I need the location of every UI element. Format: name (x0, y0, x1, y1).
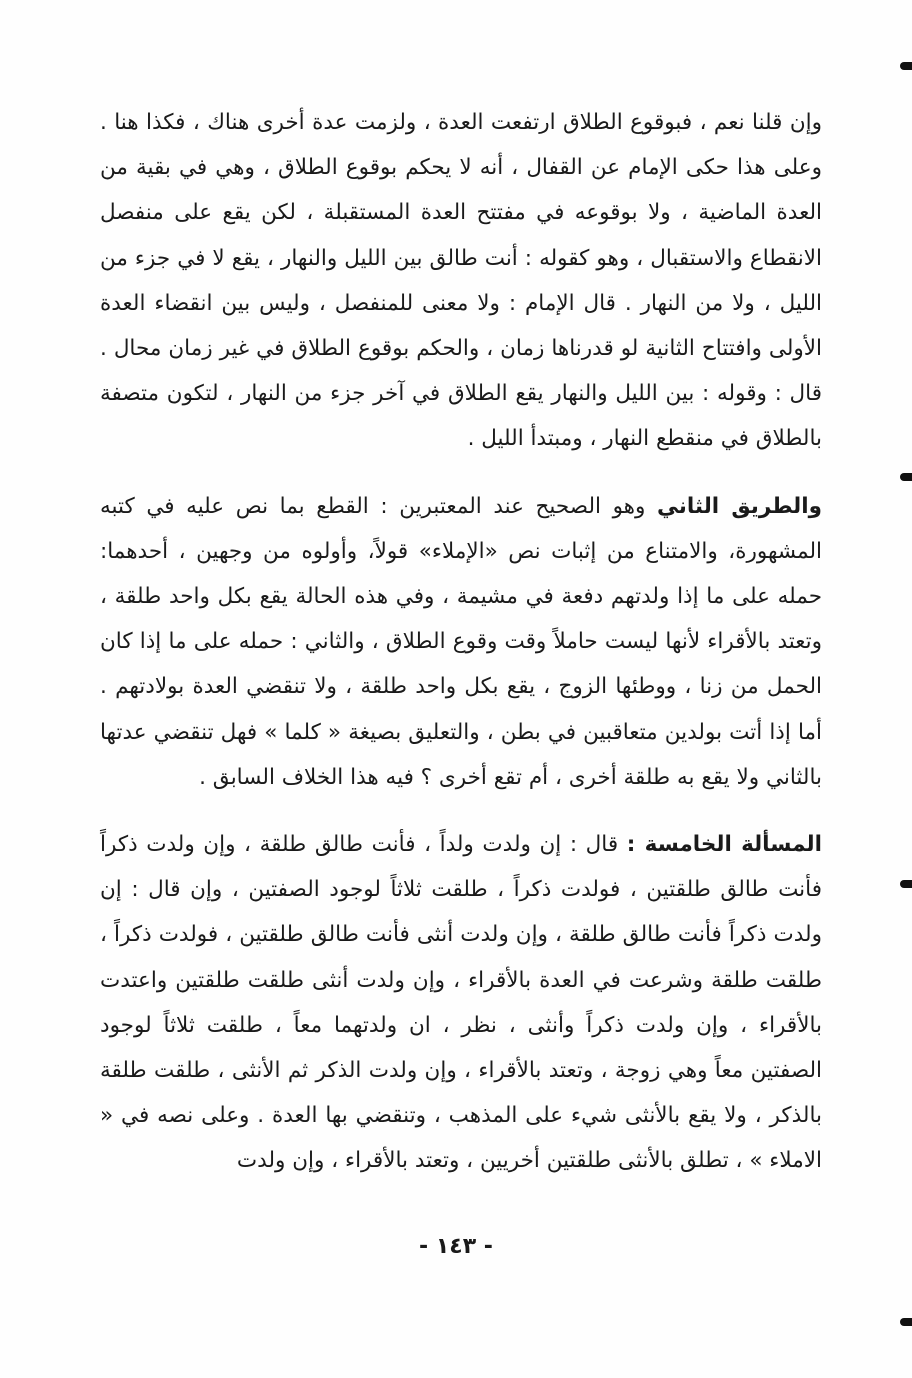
margin-mark (900, 62, 912, 70)
margin-mark (900, 1318, 912, 1326)
page-body (100, 100, 822, 1184)
margin-mark (900, 473, 912, 481)
paragraph-text: قال : إن ولدت ولداً ، فأنت طالق طلقة ، وإن ولدت ذكراً فأنت طالق طلقتين ، فولدت ذكراً ، طلقت ثلاثاً لوجود الصفتين ، وإن قال : إن ولدت ذكراً فأنت طالق طلقة ، وإن ولدت أنثى فأنت طالق طلقتين ، فولدت ذكراً ، طلقت طلقة وشرعت في العدة بالأقراء ، وإن ولدت أنثى طلقت طلقتين واعتدت بالأقراء ، وإن ولدت ذكراً وأنثى ، نظر ، ان ولدتهما معاً ، طلقت ثلاثاً لوجود الصفتين معاً وهي زوجة ، وتعتد بالأقراء ، وإن ولدت الذكر ثم الأنثى ، طلقت طلقة بالذكر ، ولا يقع بالأنثى شيء على المذهب ، وتنقضي بها العدة . وعلى نصه في « الاملاء » ، تطلق بالأنثى طلقتين أخريين ، وتعتد بالأقراء ، وإن ولدت (100, 832, 822, 1174)
paragraph (100, 822, 822, 1184)
paragraph-text: وإن قلنا نعم ، فبوقوع الطلاق ارتفعت العدة ، ولزمت عدة أخرى هناك ، فكذا هنا . وعلى هذا حكى الإمام عن القفال ، أنه لا يحكم بوقوع الطلاق ، وهي في بقية من العدة الماضية ، ولا بوقوعه في مفتتح العدة المستقبلة ، لكن يقع على منفصل الانقطاع والاستقبال ، وهو كقوله : أنت طالق بين الليل والنهار ، يقع لا في جزء من الليل ، ولا من النهار . قال الإمام : ولا معنى للمنفصل ، وليس بين انقضاء العدة الأولى وافتتاح الثانية لو قدرناها زمان ، والحكم بوقوع الطلاق في غير زمان محال . قال : وقوله : بين الليل والنهار يقع الطلاق في آخر جزء من النهار ، لتكون متصفة بالطلاق في منقطع النهار ، ومبتدأ الليل . (100, 110, 822, 452)
paragraph-lead: المسألة الخامسة : (626, 832, 822, 858)
paragraph (100, 100, 822, 462)
margin-mark (900, 880, 912, 888)
paragraph (100, 484, 822, 800)
paragraph-lead: والطريق الثاني (657, 493, 822, 519)
page-number: - ١٤٣ - (419, 1234, 493, 1259)
paragraph-text: وهو الصحيح عند المعتبرين : القطع بما نص عليه في كتبه المشهورة، والامتناع من إثبات نص «الإملاء» قولاً، وأولوه من وجهين ، أحدهما: حمله على ما إذا ولدتهم دفعة في مشيمة ، وفي هذه الحالة يقع بكل واحد طلقة ، وتعتد بالأقراء لأنها ليست حاملاً وقت وقوع الطلاق ، والثاني : حمله على ما إذا كان الحمل من زنا ، ووطئها الزوج ، يقع بكل واحد طلقة ، ولا تنقضي العدة بولادتهم . أما إذا أتت بولدين متعاقبين في بطن ، والتعليق بصيغة « كلما » فهل تنقضي عدتها بالثاني ولا يقع به طلقة أخرى ، أم تقع أخرى ؟ فيه هذا الخلاف السابق . (100, 493, 822, 790)
